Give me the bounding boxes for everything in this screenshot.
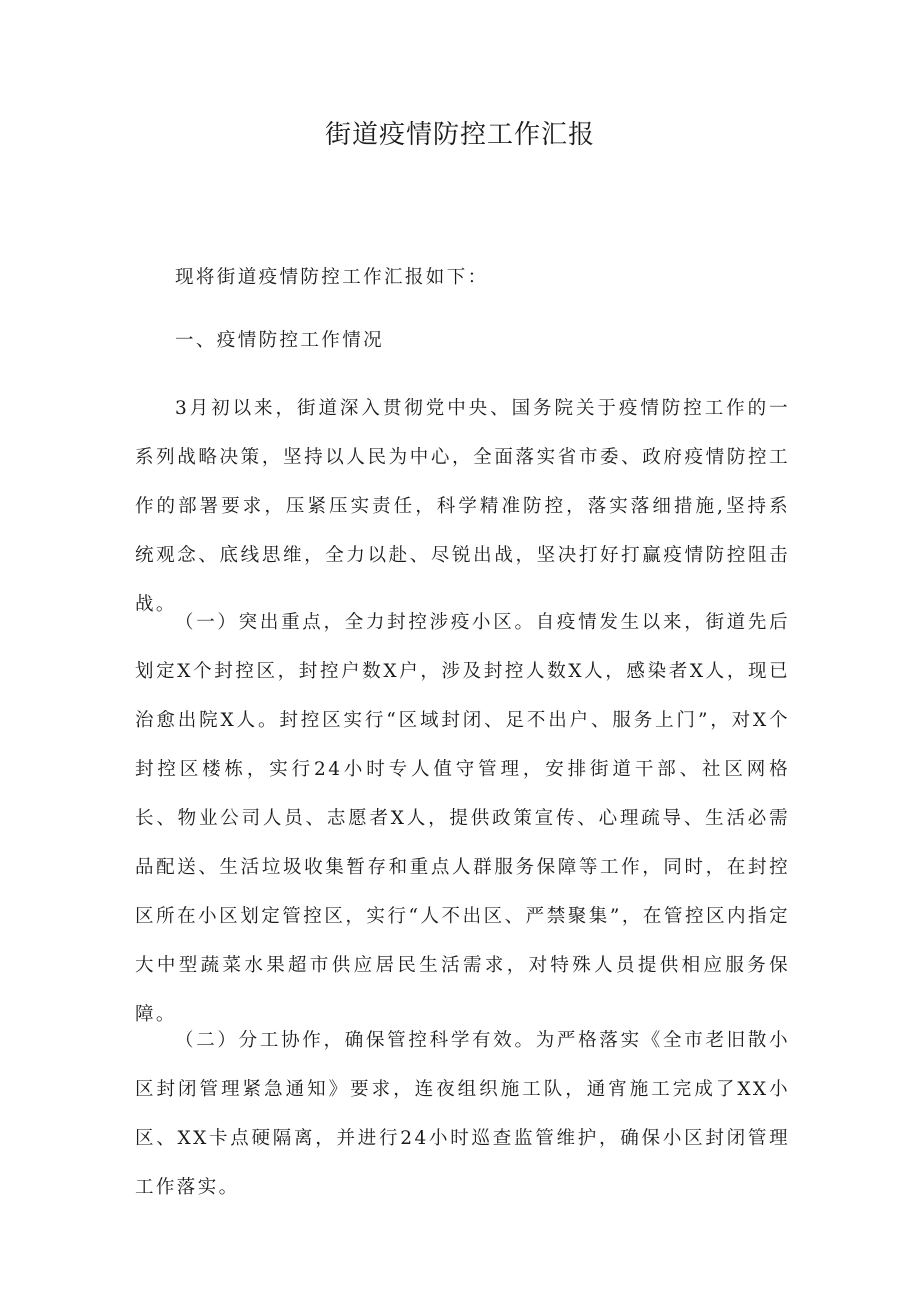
body-paragraph-overview: 3月初以来，街道深入贯彻党中央、国务院关于疫情防控工作的一系列战略决策，坚持以人民为中心，全面落实省市委、政府疫情防控工作的部署要求，压紧压实责任，科学精准防控，落实落细措施,坚持系统观念、底线思维，全力以赴、尽锐出战，坚决打好打赢疫情防控阻击战。 (135, 398, 790, 615)
body-paragraph-key-areas: （一）突出重点，全力封控涉疫小区。自疫情发生以来，街道先后划定X个封控区，封控户数X户，涉及封控人数X人，感染者X人，现已治愈出院X人。封控区实行“区域封闭、足不出户、服务上门”，对X个封控区楼栋，实行24小时专人值守管理，安排街道干部、社区网格长、物业公司人员、志愿者X人，提供政策宣传、心理疏导、生活必需品配送、生活垃圾收集暂存和重点人群服务保障等工作，同时，在封控区所在小区划定管控区，实行“人不出区、严禁聚集”，在管控区内指定大中型蔬菜水果超市供应居民生活需求，对特殊人员提供相应服务保障。 (135, 612, 790, 1025)
body-paragraph-coordination: （二）分工协作，确保管控科学有效。为严格落实《全市老旧散小区封闭管理紧急通知》要求，连夜组织施工队，通宵施工完成了XX小区、XX卡点硬隔离，并进行24小时巡查监管维护，确保小区封闭管理工作落实。 (135, 1030, 790, 1198)
intro-paragraph: 现将街道疫情防控工作汇报如下： (175, 267, 489, 288)
section-heading: 一、疫情防控工作情况 (175, 330, 385, 351)
document-title: 街道疫情防控工作汇报 (324, 120, 595, 150)
